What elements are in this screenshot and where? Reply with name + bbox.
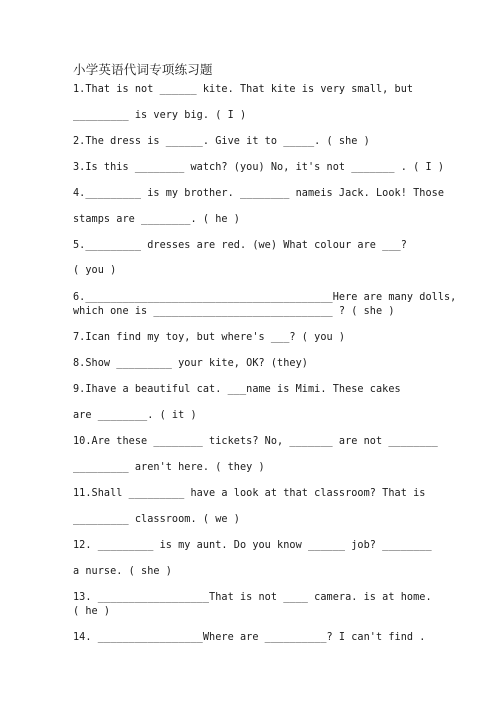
exercise-line-9: 6.________________________________________Here are many dolls,	[73, 292, 457, 303]
exercise-line-23: 14. _________________Where are __________? I can't find .	[73, 632, 426, 643]
exercise-line-15: 10.Are these ________ tickets? No, _______ are not ________	[73, 436, 438, 447]
exercise-line-20: a nurse. ( she )	[73, 566, 172, 577]
exercise-line-18: _________ classroom. ( we )	[73, 514, 240, 525]
exercise-line-4: 3.Is this ________ watch? (you) No, it's not _______ . ( I )	[73, 162, 445, 173]
exercise-line-3: 2.The dress is ______. Give it to _____. ( she )	[73, 136, 370, 147]
exercise-line-11: 7.Ican find my toy, but where's ___? ( you )	[73, 332, 346, 343]
exercise-line-6: stamps are ________. ( he )	[73, 214, 240, 225]
exercise-line-21: 13. __________________That is not ____ camera. is at home.	[73, 592, 432, 603]
exercise-line-5: 4._________ is my brother. ________ nameis Jack. Look! Those	[73, 188, 445, 199]
exercise-line-17: 11.Shall _________ have a look at that classroom? That is	[73, 488, 426, 499]
exercise-line-14: are ________. ( it )	[73, 410, 197, 421]
exercise-line-16: _________ aren't here. ( they )	[73, 462, 265, 473]
worksheet-title: 小学英语代词专项练习题	[73, 62, 213, 77]
exercise-line-12: 8.Show _________ your kite, OK? (they)	[73, 358, 308, 369]
exercise-line-10: which one is _____________________________ ? ( she )	[73, 306, 395, 317]
exercise-line-2: _________ is very big. ( I )	[73, 110, 247, 121]
exercise-line-13: 9.Ihave a beautiful cat. ___name is Mimi. These cakes	[73, 384, 401, 395]
exercise-line-7: 5._________ dresses are red. (we) What colour are ___?	[73, 240, 407, 251]
exercise-line-22: ( he )	[73, 606, 111, 617]
exercise-line-8: ( you )	[73, 265, 117, 276]
exercise-line-1: 1.That is not ______ kite. That kite is very small, but	[73, 84, 414, 95]
exercise-line-19: 12. _________ is my aunt. Do you know ______ job? ________	[73, 540, 432, 551]
